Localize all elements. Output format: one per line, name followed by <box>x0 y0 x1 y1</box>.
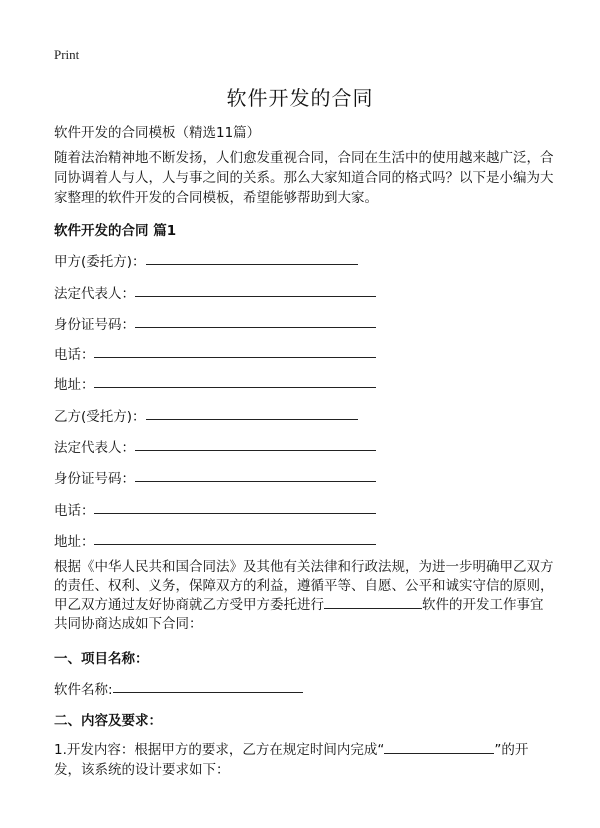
party-b-address-blank[interactable] <box>94 544 376 545</box>
party-a-id-blank[interactable] <box>135 327 376 328</box>
party-a-rep-blank[interactable] <box>135 296 376 297</box>
party-a-address-blank[interactable] <box>94 387 376 388</box>
party-b-contractor-blank[interactable] <box>146 419 358 420</box>
preamble-paragraph <box>54 558 554 634</box>
document-subtitle: 软件开发的合同模板（精选11篇） <box>54 125 261 141</box>
party-b-rep-label: 法定代表人： <box>54 440 135 456</box>
party-b-phone-blank[interactable] <box>94 513 376 514</box>
party-b-rep-blank[interactable] <box>135 450 376 451</box>
preamble-text <box>54 558 554 634</box>
party-a-client-blank[interactable] <box>146 264 358 265</box>
party-b-phone-label: 电话： <box>54 503 95 519</box>
dev-content-after: ”的开发，该系统的设计要求如下： <box>54 742 529 778</box>
party-a-client-label: 甲方(委托方)： <box>54 254 146 270</box>
software-project-blank[interactable] <box>324 596 422 609</box>
dev-content-paragraph <box>54 740 554 780</box>
dev-content-before: 1.开发内容：根据甲方的要求，乙方在规定时间内完成“ <box>54 742 385 758</box>
print-link[interactable]: Print <box>54 47 80 62</box>
party-a-rep-label: 法定代表人： <box>54 286 135 302</box>
party-a-address-label: 地址： <box>54 377 95 393</box>
item2-heading: 二、内容及要求： <box>54 713 162 729</box>
party-b-id-label: 身份证号码： <box>54 471 135 487</box>
party-b-contractor-label: 乙方(受托方)： <box>54 409 146 425</box>
party-a-phone-label: 电话： <box>54 347 95 363</box>
party-a-id-label: 身份证号码： <box>54 317 135 333</box>
party-b-address-label: 地址： <box>54 534 95 550</box>
software-name-label: 软件名称: <box>54 682 113 698</box>
section1-heading: 软件开发的合同 篇1 <box>54 223 177 239</box>
document-title: 软件开发的合同 <box>226 86 374 110</box>
intro-paragraph <box>54 148 554 208</box>
item1-heading: 一、项目名称： <box>54 651 149 667</box>
party-a-phone-blank[interactable] <box>94 357 376 358</box>
system-name-blank[interactable] <box>384 741 494 754</box>
intro-text: 随着法治精神地不断发扬，人们愈发重视合同，合同在生活中的使用越来越广泛，合同协调着人与人，人与事之间的关系。那么大家知道合同的格式吗？以下是小编为大家整理的软件开发的合同模板，希望能够帮助到大家。 <box>54 150 554 206</box>
party-b-id-blank[interactable] <box>135 481 376 482</box>
dev-content-text <box>54 740 554 780</box>
preamble-text-after: 软件的开发工作事宜共同协商达成如下合同： <box>54 597 544 632</box>
software-name-blank[interactable] <box>113 692 303 693</box>
preamble-text-before: 根据《中华人民共和国合同法》及其他有关法律和行政法规，为进一步明确甲乙双方的责任、权利、义务，保障双方的利益，遵循平等、自愿、公平和诚实守信的原则，甲乙双方通过友好协商就乙方受甲方委托进行 <box>54 559 554 613</box>
